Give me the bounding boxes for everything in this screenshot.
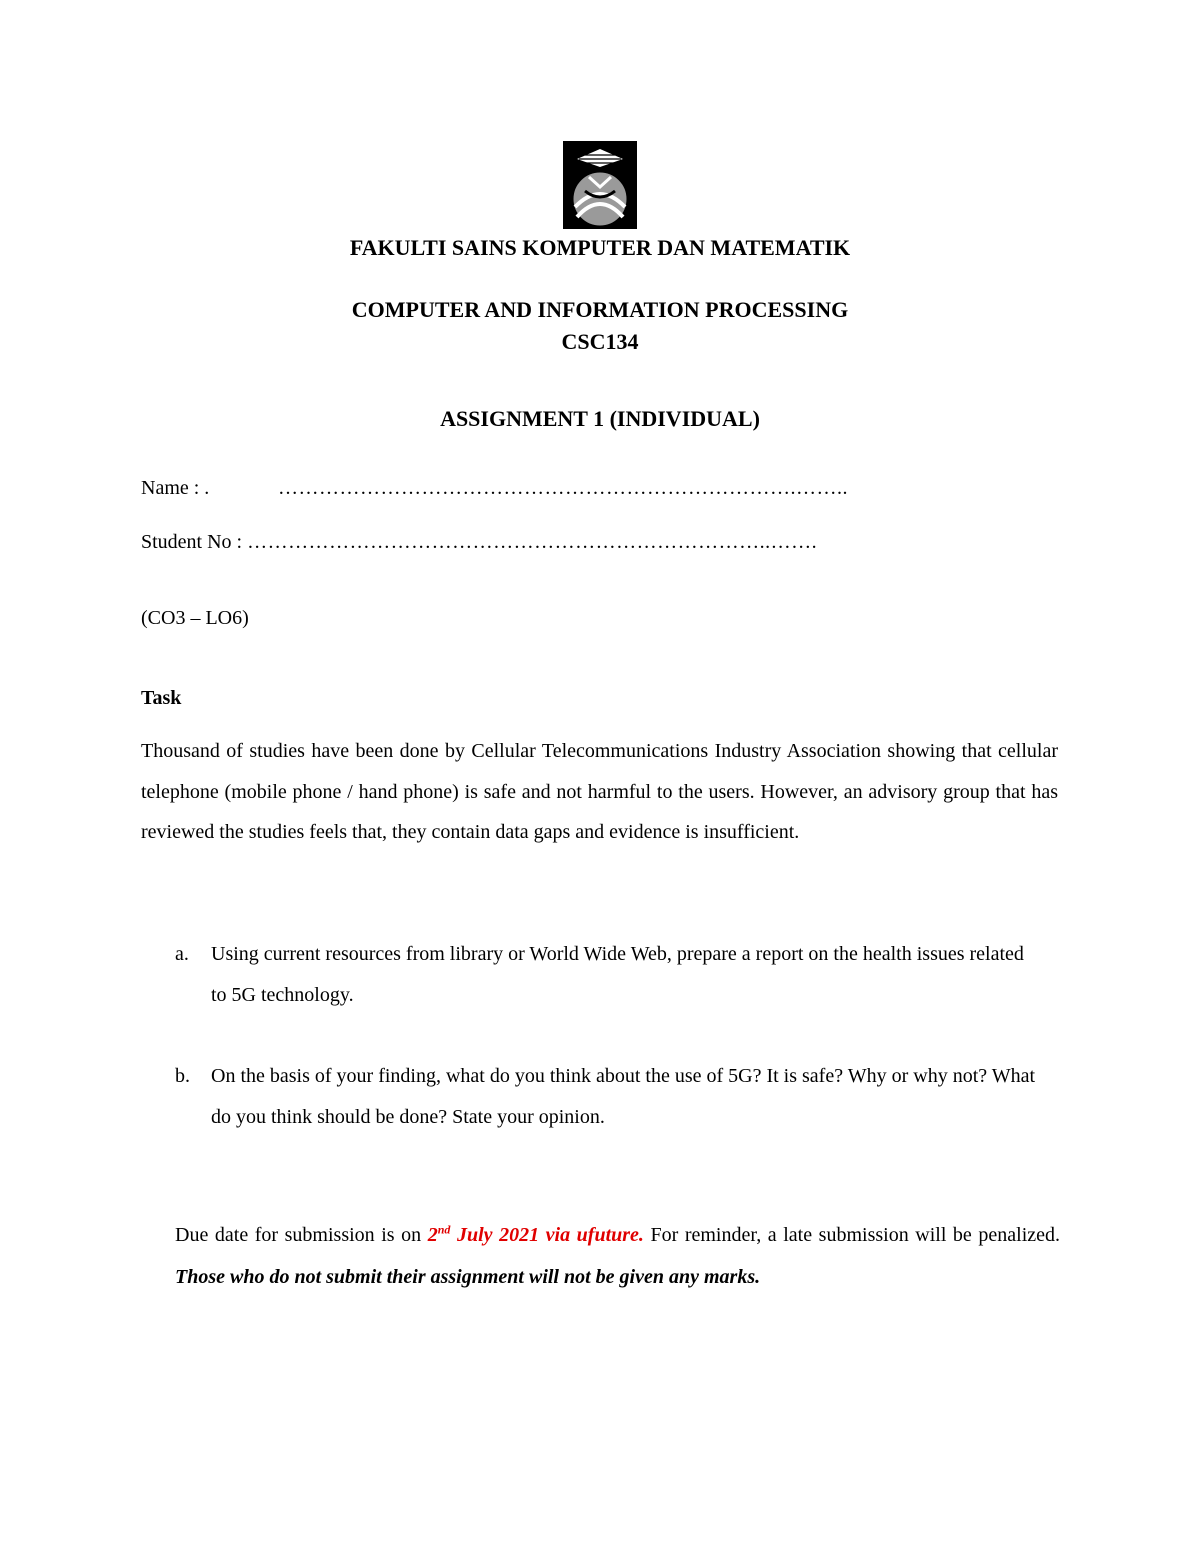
item-text: On the basis of your finding, what do you think about the use of 5G? It is safe? Why or why not? What do you think should be done? State your opinion. <box>211 1065 1036 1128</box>
item-text: Using current resources from library or World Wide Web, prepare a report on the health issues related to 5G technology. <box>211 943 1024 1006</box>
due-date-paragraph <box>175 1214 1060 1298</box>
due-middle: For reminder, a late submission will be penalized. <box>643 1224 1061 1246</box>
task-heading: Task <box>141 687 182 709</box>
name-field <box>141 474 848 502</box>
course-outcome: (CO3 – LO6) <box>141 607 249 629</box>
course-code: CSC134 <box>561 329 639 354</box>
name-label: Name : . <box>141 477 210 499</box>
task-paragraph: Thousand of studies have been done by Cellular Telecommunications Industry Association showing that cellular telephone (mobile phone / hand phone) is safe and not harmful to the users. However, an advisory group that has reviewed the studies feels that, they contain data gaps and evidence is insufficient. <box>141 740 1058 843</box>
due-prefix: Due date for submission is on <box>175 1224 428 1246</box>
university-crest-icon <box>563 141 637 229</box>
due-date-rest: July 2021 via ufuture. <box>450 1224 644 1246</box>
faculty-title: FAKULTI SAINS KOMPUTER DAN MATEMATIK <box>349 235 851 260</box>
due-date-suffix: nd <box>437 1222 451 1237</box>
student-no-field <box>141 528 817 556</box>
item-marker: b. <box>175 1065 190 1087</box>
task-item-b <box>141 1056 1058 1137</box>
due-date-day: 2 <box>427 1224 438 1246</box>
due-warning: Those who do not submit their assignment will not be given any marks. <box>175 1266 761 1288</box>
assignment-title: ASSIGNMENT 1 (INDIVIDUAL) <box>440 406 760 431</box>
item-marker: a. <box>175 943 189 965</box>
task-item-a <box>141 934 1058 1015</box>
student-no-blank: …………………………………………………………………..……. <box>247 531 818 553</box>
student-no-label: Student No : <box>141 531 243 553</box>
due-date <box>428 1224 644 1246</box>
course-title: COMPUTER AND INFORMATION PROCESSING <box>351 297 849 322</box>
name-blank: ………………………………………………………………….…….. <box>278 477 848 499</box>
